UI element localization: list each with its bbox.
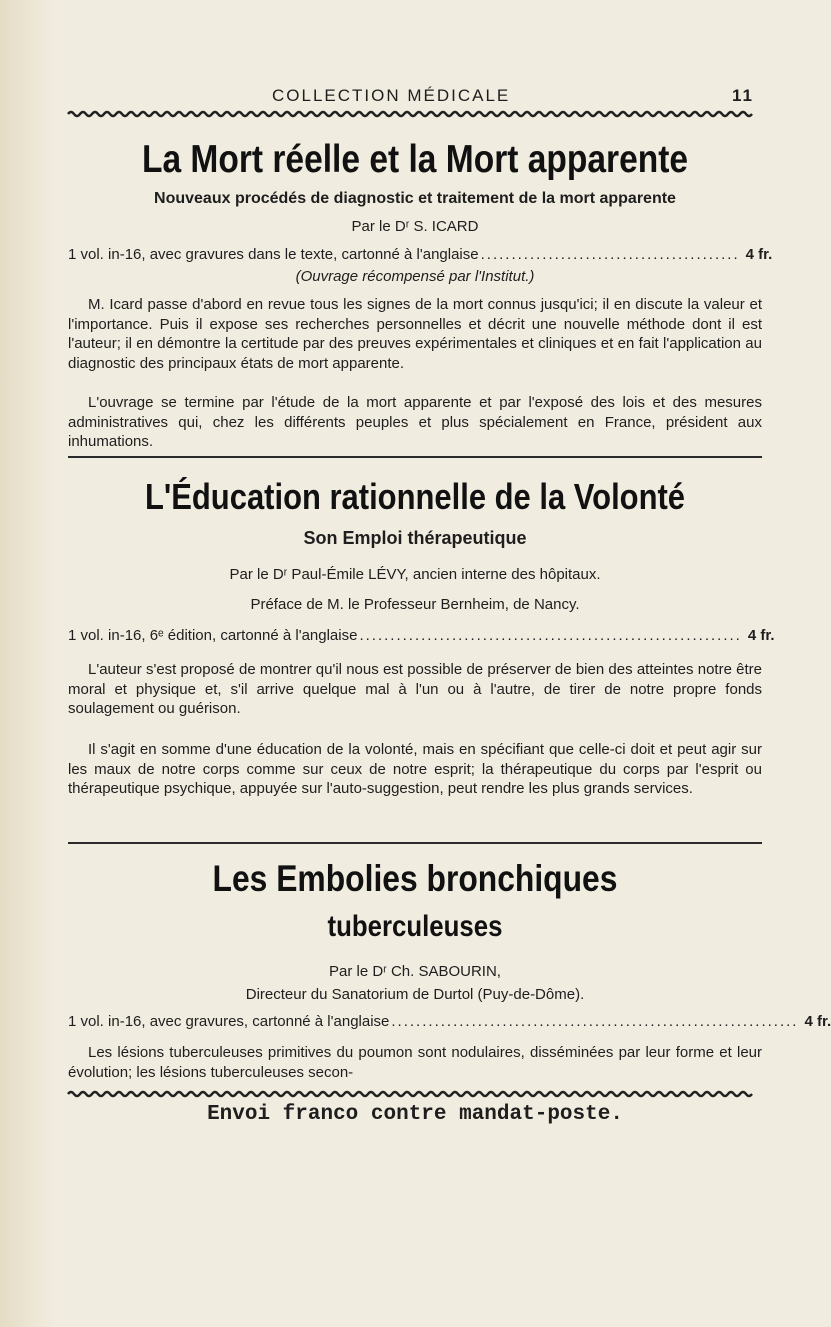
paragraph: L'ouvrage se termine par l'étude de la mort apparente et par l'exposé des lois et des mesures administratives qui, chez les différents peuples et plus spécialement en France, président aux inhumations. (68, 394, 762, 450)
book-title-embolies-line2: tuberculeuses (327, 910, 503, 943)
wavy-rule-bottom (68, 1090, 762, 1098)
paragraph: L'auteur s'est proposé de montrer qu'il nous est possible de préserver de bien des atteintes notre être moral et physique et, s'il arrive quelque mal à l'un ou à l'autre, de tirer de notre propre fonds soulagement ou guérison. (68, 661, 762, 717)
page-edge-shadow (0, 0, 60, 1327)
spec-text: 1 vol. in-16, avec gravures dans le texte, cartonné à l'anglaise (68, 246, 479, 263)
running-header (68, 86, 762, 108)
leader-dots: .............................................................. (359, 627, 742, 644)
book-byline-mort: Par le Dʳ S. ICARD (351, 218, 479, 235)
book-title-embolies: Les Embolies bronchiques (212, 858, 618, 899)
book-preface-volonte: Préface de M. le Professeur Bernheim, de Nancy. (250, 596, 580, 613)
price: 4 fr. (745, 246, 773, 263)
leader-dots: .................................................................. (391, 1013, 799, 1030)
paragraph: Les lésions tuberculeuses primitives du poumon sont nodulaires, disséminées par leur forme et leur évolution; les lésions tuberculeuses secon- (68, 1044, 762, 1081)
price: 4 fr. (747, 627, 775, 644)
spec-text: 1 vol. in-16, 6ᵉ édition, cartonné à l'anglaise (68, 627, 358, 644)
paragraph: M. Icard passe d'abord en revue tous les signes de la mort connus jusqu'ici; il en discute la valeur et l'importance. Puis il expose ses recherches personnelles et décrit une nouvelle méthode dont il est l'auteur; il en démontre la certitude par des preuves expérimentales et cliniques et en fait l'application au diagnostic des principaux états de mort apparente. (68, 296, 762, 372)
book-title-mort: La Mort réelle et la Mort apparente (141, 138, 689, 181)
book-affiliation-embolies: Directeur du Sanatorium de Durtol (Puy-de-Dôme). (245, 986, 585, 1003)
book-title-volonte: L'Éducation rationnelle de la Volonté (144, 476, 686, 517)
paragraph: Il s'agit en somme d'une éducation de la volonté, mais en spécifiant que celle-ci doit et peut agir sur les maux de notre corps comme sur ceux de notre esprit; la thérapeutique du corps par l'esprit ou thérapeutique psychique, appuyée sur l'auto-suggestion, peut rendre les plus grands services. (68, 741, 762, 797)
wavy-rule-top (68, 110, 762, 118)
section-rule (68, 842, 762, 844)
book-spec-mort (68, 246, 773, 263)
spec-text: 1 vol. in-16, avec gravures, cartonné à l'anglaise (68, 1013, 390, 1030)
book-subtitle-mort: Nouveaux procédés de diagnostic et traitement de la mort apparente (154, 190, 676, 207)
book-spec-embolies (68, 1013, 831, 1030)
collection-title: COLLECTION MÉDICALE (272, 86, 511, 105)
book-note-mort: (Ouvrage récompensé par l'Institut.) (295, 268, 535, 285)
book-byline-volonte: Par le Dʳ Paul-Émile LÉVY, ancien interne des hôpitaux. (229, 566, 601, 583)
page-number: 11 (732, 86, 754, 105)
footer-notice: Envoi franco contre mandat-poste. (207, 1103, 623, 1126)
price: 4 fr. (804, 1013, 831, 1030)
book-spec-volonte (68, 627, 775, 644)
book-byline-embolies: Par le Dʳ Ch. SABOURIN, (329, 963, 501, 980)
section-rule (68, 456, 762, 458)
book-subtitle-volonte: Son Emploi thérapeutique (303, 528, 527, 548)
leader-dots: .......................................... (480, 246, 740, 263)
